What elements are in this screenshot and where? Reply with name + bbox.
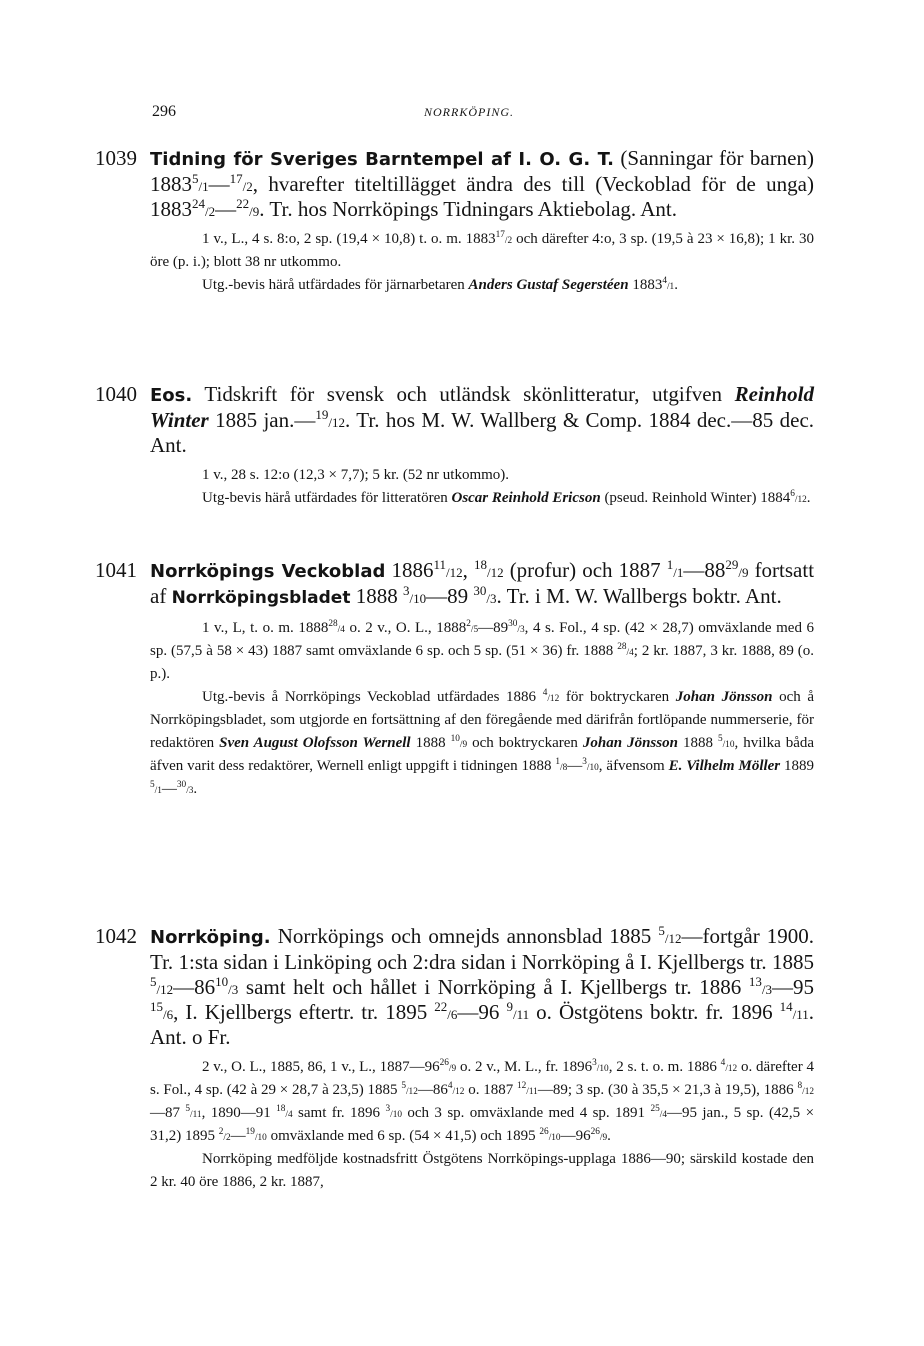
entry-number: 1042 xyxy=(95,924,137,948)
entry-physical-description: 2 v., O. L., 1885, 86, 1 v., L., $1887—96^{26}/9$ o. 2 v., M. L., fr. 1896$^3$/10, 2 s. t. o. m. 1886 $^4$/12 o. därefter 4 s. Fol., 4 sp. (42 à 29 × 28,7 à 23,5) 1885 $^5/12—86^4/12$ o. 1887 $^{12}$/11—89; 3 sp. (30 à 35,5 × 21,3 à 19,5), 1886 $^8$/12—87 $^5$/11, 1890—91 $^{18}$/4 samt fr. 1896 $^3$/10 och 3 sp. omväxlande med 4 sp. 1891 $^{25}$/4—95 jan., 5 sp. (42,5 × 31,2) 1895 $^2$/2—$^{19}$/10 omväxlande med 6 sp. (54 × 41,5) och 1895 $^{26}/10—96^{26}/9$. xyxy=(150,1058,815,1144)
entry-title: Eos. xyxy=(150,385,193,406)
entry-physical-description: 1 v., L, t. o. m. 1888$^{28}$/4 o. 2 v., O. L., $1888^2/5—89^{30}/3$, 4 s. Fol., 4 sp. (42 × 28,7) omväxlande med 6 sp. (57,5 à 58 × 43) 1887 samt omväxlande 6 sp. och 5 sp. (51 × 36) fr. 1888 $^{28}$/4; 2 kr. 1887, 3 kr. 1888, 89 (o. p.). xyxy=(150,619,815,682)
entry-1039 xyxy=(95,146,815,297)
entry-physical-description: 1 v., L., 4 s. 8:o, 2 sp. (19,4 × 10,8) t. o. m. 1883$^{17}$/2 och därefter 4:o, 3 sp. (19,5 à 23 × 16,8); 1 kr. 30 öre (p. i.); blott 38 nr utkommo. xyxy=(150,230,814,270)
entry-number: 1041 xyxy=(95,558,137,582)
entry-note: Norrköping medföljde kostnadsfritt Östgötens Norrköpings-upplaga 1886—90; särskild kostade den 2 kr. 40 öre 1886, 2 kr. 1887, xyxy=(150,1151,814,1190)
entry-note: Utg-bevis härå utfärdades för litteratören Oscar Reinhold Ericson (pseud. Reinhold Winter) 1884$^6$/12. xyxy=(202,489,811,506)
person-name: Reinhold Winter xyxy=(150,382,814,432)
entry-description: Norrköping. Norrköpings och omnejds annonsblad 1885 $^5$/12—fortgår 1900. Tr. 1:sta sidan i Linköping och 2:dra sidan i Norrköping å I. Kjellbergs tr. 1885 $^5/12—86^{10}/3$ samt helt och hållet i Norrköping å I. Kjellbergs tr. 1886 $^{13}$/3—95 $^{15}$/6, I. Kjellbergs eftertr. tr. 1895 $^{22}$/6—96 $^9$/11 o. Östgötens boktr. fr. 1896 $^{14}$/11. Ant. o Fr. xyxy=(150,923,815,1049)
entry-1041 xyxy=(95,557,815,801)
person-name: Anders Gustaf Segerstéen xyxy=(468,277,629,293)
person-name: Sven August Olofsson Wernell xyxy=(219,735,411,751)
entry-title: Norrköpings Veckoblad xyxy=(150,561,386,582)
person-name: Johan Jönsson xyxy=(675,689,773,705)
person-name: Johan Jönsson xyxy=(582,735,678,751)
entry-physical-description: 1 v., 28 s. 12:o (12,3 × 7,7); 5 kr. (52 nr utkommo). xyxy=(202,467,510,483)
person-name: E. Vilhelm Möller xyxy=(668,758,781,774)
page-header xyxy=(152,103,712,129)
page-number: 296 xyxy=(152,103,176,120)
entry-1042 xyxy=(95,923,815,1194)
entry-1040 xyxy=(95,382,815,510)
entry-description: Eos. Tidskrift för svensk och utländsk skönlitteratur, utgifven Reinhold Winter 1885 jan.—$^{19}$/12. Tr. hos M. W. Wallberg & Comp. 1884 dec.—85 dec. Ant. xyxy=(150,382,815,457)
person-name: Oscar Reinhold Ericson xyxy=(451,490,601,506)
continuation-title: Norrköpingsbladet xyxy=(171,588,351,608)
entry-note: Utg.-bevis härå utfärdades för järnarbetaren Anders Gustaf Segerstéen 1883$^4$/1. xyxy=(202,276,678,293)
entry-description: Norrköpings Veckoblad 1886$^{11}$/12, $^{18}$/12 (profur) och 1887 $^1/1—88^{29}/9$ fortsatt af Norrköpingsbladet 1888 $^3$/10—89 $^{30}$/3. Tr. i M. W. Wallbergs boktr. Ant. xyxy=(150,557,815,608)
entry-title: Norrköping. xyxy=(150,927,271,948)
entry-note: Utg.-bevis å Norrköpings Veckoblad utfärdades 1886 $^4$/12 för boktryckaren Johan Jönsson och å Norrköpingsbladet, som utgjorde en fortsättning af den föregående med därifrån fortlöpande nummerserie, för redaktören Sven August Olofsson Wernell 1888 $^{10}$/9 och boktryckaren Johan Jönsson 1888 $^5$/10, hvilka båda äfven varit dess redaktörer, Wernell enligt uppgift i tidningen 1888 $^1$/8—$^3$/10, äfvensom E. Vilhelm Möller 1889 $^5$/1—$^{30}$/3. xyxy=(150,688,815,797)
entry-number: 1040 xyxy=(95,382,137,406)
entry-title: Tidning för Sveriges Barntempel af I. O. G. T. xyxy=(150,149,614,170)
entry-description: Tidning för Sveriges Barntempel af I. O. G. T. (Sanningar för barnen) 1883$^5$/1—$^{17}$/2, hvarefter titeltillägget ändra des till (Veckoblad för de unga) 1883$^{24}$/2—$^{22}$/9. Tr. hos Norrköpings Tidningars Aktiebolag. Ant. xyxy=(150,146,815,221)
running-title: NORRKÖPING. xyxy=(424,105,514,119)
entry-number: 1039 xyxy=(95,146,137,170)
